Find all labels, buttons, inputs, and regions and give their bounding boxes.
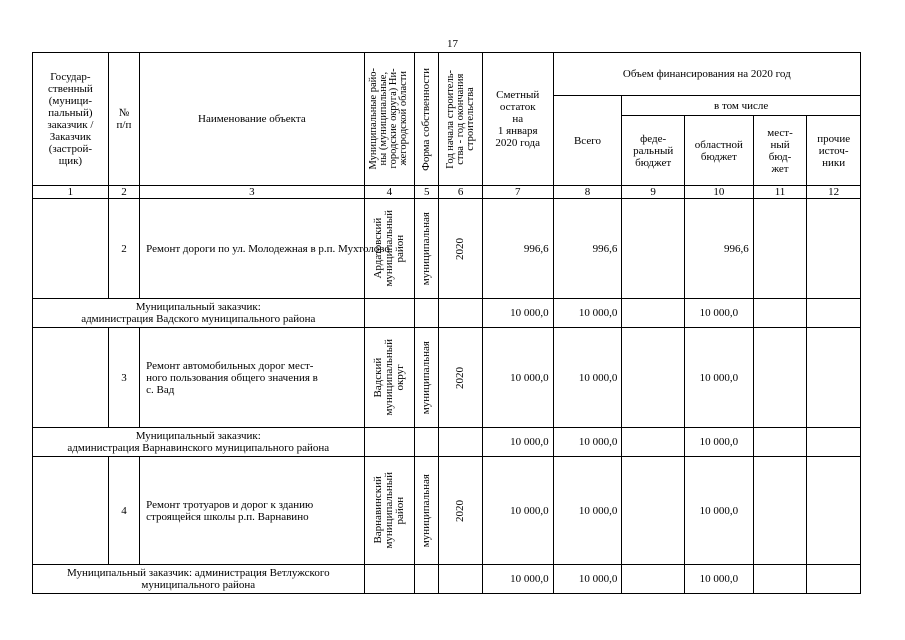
local-cell xyxy=(753,428,807,457)
local-cell xyxy=(753,328,807,428)
total-cell: 10 000,0 xyxy=(553,457,622,565)
customer-name: Муниципальный заказчик: администрация Варнавинского муниципального района xyxy=(33,428,365,457)
federal-cell xyxy=(622,565,685,594)
year-cell xyxy=(439,299,482,328)
customer-name: Муниципальный заказчик: администрация Вадского муниципального района xyxy=(33,299,365,328)
ownership-cell xyxy=(415,299,439,328)
table-row xyxy=(33,328,861,428)
header-funding: Объем финансирования на 2020 год xyxy=(553,53,860,96)
regional-cell: 10 000,0 xyxy=(685,457,754,565)
customer-row xyxy=(33,565,861,594)
column-number: 6 xyxy=(439,186,482,199)
customer-cell xyxy=(33,199,109,299)
ownership-cell xyxy=(415,565,439,594)
other-cell xyxy=(807,565,861,594)
balance-cell: 10 000,0 xyxy=(482,428,553,457)
header-other: прочие источ- ники xyxy=(807,116,861,186)
column-number: 5 xyxy=(415,186,439,199)
balance-cell: 10 000,0 xyxy=(482,457,553,565)
federal-cell xyxy=(622,428,685,457)
other-cell xyxy=(807,428,861,457)
page-number: 17 xyxy=(447,38,458,50)
year-cell xyxy=(439,428,482,457)
district-cell: Ардатовский муниципальный район xyxy=(364,199,415,299)
federal-cell xyxy=(622,199,685,299)
header-balance: Сметный остаток на 1 января 2020 года xyxy=(482,53,553,186)
local-cell xyxy=(753,199,807,299)
object-name: Ремонт автомобильных дорог мест- ного пользования общего значения в с. Вад xyxy=(140,328,364,428)
ownership-cell: муниципальная xyxy=(415,328,439,428)
other-cell xyxy=(807,199,861,299)
local-cell xyxy=(753,457,807,565)
year-cell: 2020 xyxy=(439,199,482,299)
column-number: 1 xyxy=(33,186,109,199)
row-number: 3 xyxy=(108,328,139,428)
total-cell: 10 000,0 xyxy=(553,328,622,428)
other-cell xyxy=(807,299,861,328)
balance-cell: 10 000,0 xyxy=(482,299,553,328)
header-customer: Государ- ственный (муници- пальный) заказчик / Заказчик (застрой- щик) xyxy=(33,53,109,186)
federal-cell xyxy=(622,328,685,428)
ownership-cell xyxy=(415,428,439,457)
year-cell: 2020 xyxy=(439,457,482,565)
column-number: 10 xyxy=(685,186,754,199)
regional-cell: 10 000,0 xyxy=(685,565,754,594)
district-cell: Варнавинский муниципальный район xyxy=(364,457,415,565)
customer-cell xyxy=(33,457,109,565)
column-number: 12 xyxy=(807,186,861,199)
regional-cell: 996,6 xyxy=(685,199,754,299)
ownership-cell: муниципальная xyxy=(415,199,439,299)
table-row xyxy=(33,457,861,565)
row-number: 2 xyxy=(108,199,139,299)
object-name: Ремонт тротуаров и дорог к зданию строящейся школы р.п. Варнавино xyxy=(140,457,364,565)
header-total: Всего xyxy=(553,96,622,186)
regional-cell: 10 000,0 xyxy=(685,428,754,457)
local-cell xyxy=(753,299,807,328)
balance-cell: 10 000,0 xyxy=(482,565,553,594)
header-regional: областной бюджет xyxy=(685,116,754,186)
federal-cell xyxy=(622,299,685,328)
ownership-cell: муниципальная xyxy=(415,457,439,565)
federal-cell xyxy=(622,457,685,565)
district-cell: Вадский муниципальный округ xyxy=(364,328,415,428)
column-number: 4 xyxy=(364,186,415,199)
regional-cell: 10 000,0 xyxy=(685,328,754,428)
total-cell: 10 000,0 xyxy=(553,428,622,457)
row-number: 4 xyxy=(108,457,139,565)
header-local: мест- ный бюд- жет xyxy=(753,116,807,186)
column-number: 9 xyxy=(622,186,685,199)
header-federal: феде- ральный бюджет xyxy=(622,116,685,186)
other-cell xyxy=(807,328,861,428)
total-cell: 10 000,0 xyxy=(553,299,622,328)
customer-row xyxy=(33,299,861,328)
header-district: Муниципальные райо- ны (муниципальные, городские округа) Ни- жегородской области xyxy=(364,53,415,186)
total-cell: 996,6 xyxy=(553,199,622,299)
customer-cell xyxy=(33,328,109,428)
local-cell xyxy=(753,565,807,594)
other-cell xyxy=(807,457,861,565)
column-number: 11 xyxy=(753,186,807,199)
year-cell: 2020 xyxy=(439,328,482,428)
customer-row xyxy=(33,428,861,457)
column-number: 3 xyxy=(140,186,364,199)
header-number: № п/п xyxy=(108,53,139,186)
district-cell xyxy=(364,428,415,457)
balance-cell: 996,6 xyxy=(482,199,553,299)
header-object-name: Наименование объекта xyxy=(140,53,364,186)
financing-table xyxy=(32,52,861,594)
district-cell xyxy=(364,299,415,328)
balance-cell: 10 000,0 xyxy=(482,328,553,428)
regional-cell: 10 000,0 xyxy=(685,299,754,328)
header-including: в том числе xyxy=(622,96,861,116)
column-number-row xyxy=(33,186,861,199)
customer-name: Муниципальный заказчик: администрация Ветлужского муниципального района xyxy=(33,565,365,594)
year-cell xyxy=(439,565,482,594)
header-years: Год начала строитель- ства - год окончания строительства xyxy=(439,53,482,186)
table-row xyxy=(33,199,861,299)
district-cell xyxy=(364,565,415,594)
object-name: Ремонт дороги по ул. Молодежная в р.п. Мухтолово xyxy=(140,199,364,299)
header-ownership: Форма собственности xyxy=(415,53,439,186)
column-number: 2 xyxy=(108,186,139,199)
column-number: 8 xyxy=(553,186,622,199)
column-number: 7 xyxy=(482,186,553,199)
total-cell: 10 000,0 xyxy=(553,565,622,594)
